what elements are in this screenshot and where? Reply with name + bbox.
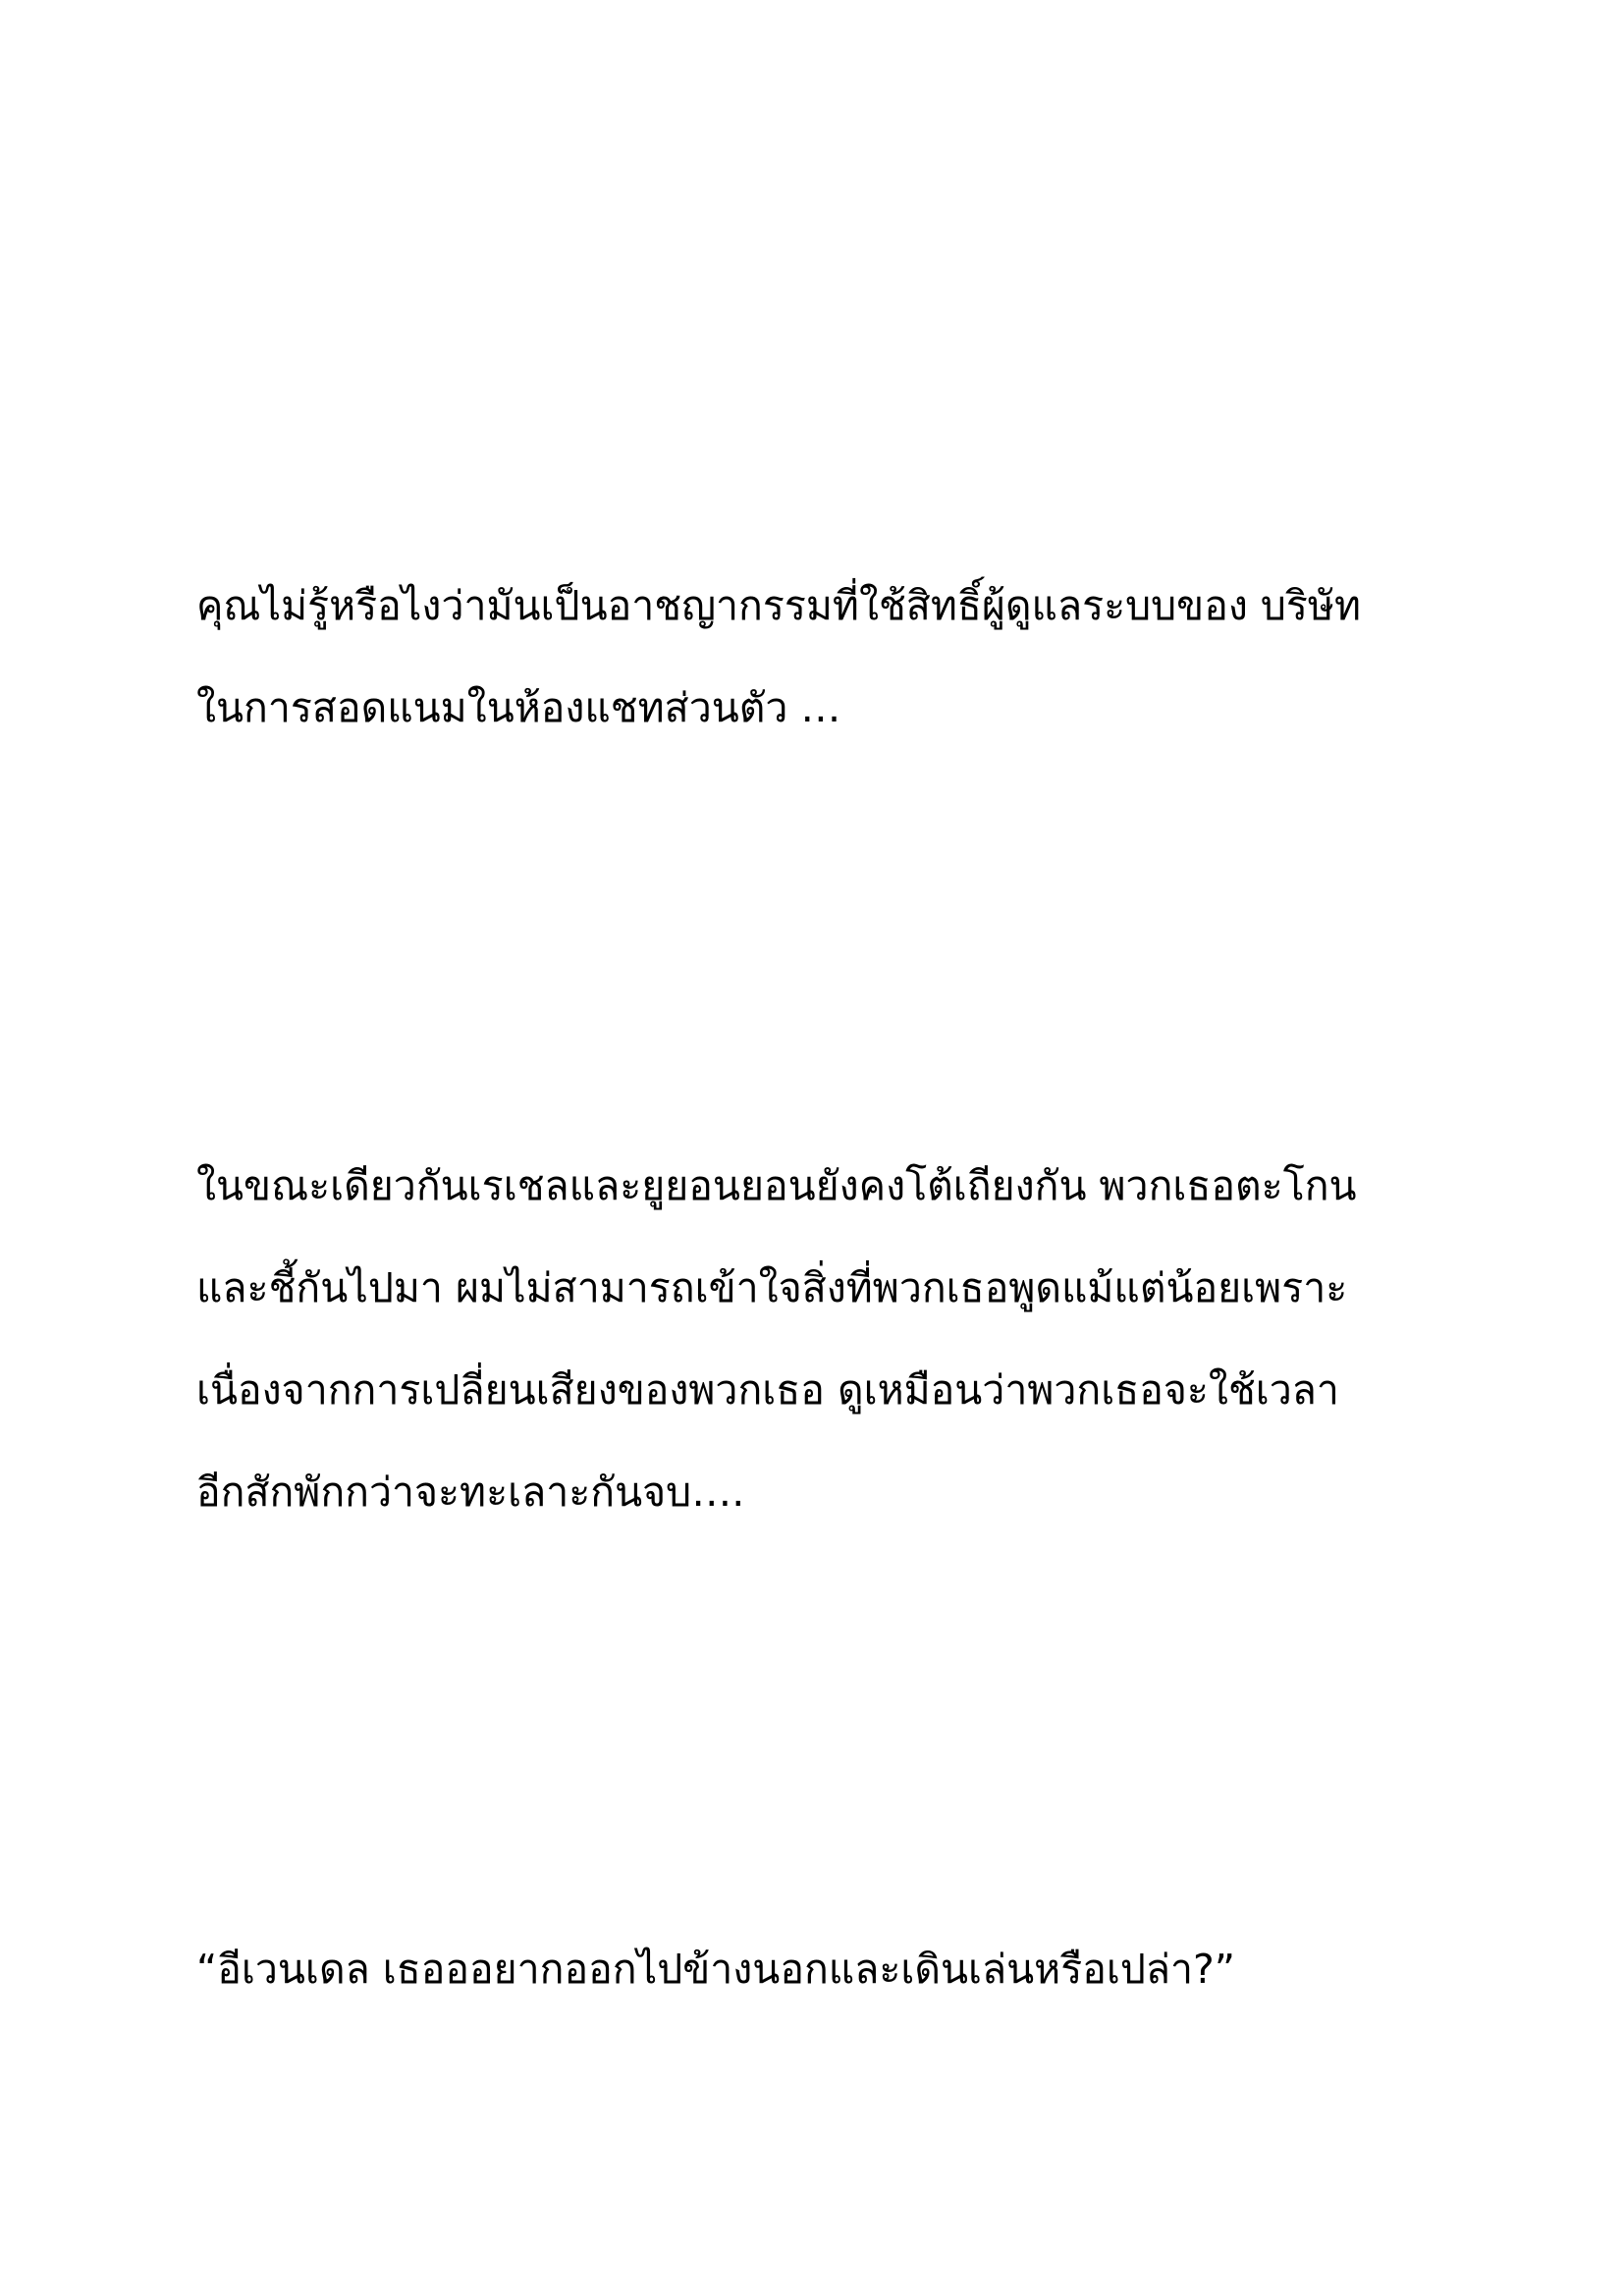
text-line: “อีเวนเดล เธอออยากออกไปข้างนอกและเดินเล่นหรือเปล่า?” [196, 1946, 1236, 1993]
text-line: คุณไม่รู้หรือไงว่ามันเป็นอาชญากรรมที่ใช้สิทธิ์ผู้ดูแลระบบของ บริษัท [196, 582, 1361, 629]
paragraph-accusation [196, 555, 1434, 759]
text-line: ในการสอดแนมในห้องแชทส่วนตัว … [196, 684, 841, 731]
paragraph-dialogue [196, 1918, 1434, 2020]
text-line: ในขณะเดียวกันเรเชลและยูยอนยอนยังคงโต้เถียงกัน พวกเธอตะโกน [196, 1162, 1357, 1209]
text-line: และชี้กันไปมา ผมไม่สามารถเข้าใจสิ่งที่พวกเธอพูดแม้แต่น้อยเพราะ [196, 1264, 1348, 1311]
text-line: เนื่องจากการเปลี่ยนเสียงของพวกเธอ ดูเหมือนว่าพวกเธอจะใช้เวลา [196, 1366, 1339, 1414]
text-line: อีกสักพักกว่าจะทะเลาะกันจบ…. [196, 1468, 745, 1516]
paragraph-narration [196, 1135, 1434, 1543]
